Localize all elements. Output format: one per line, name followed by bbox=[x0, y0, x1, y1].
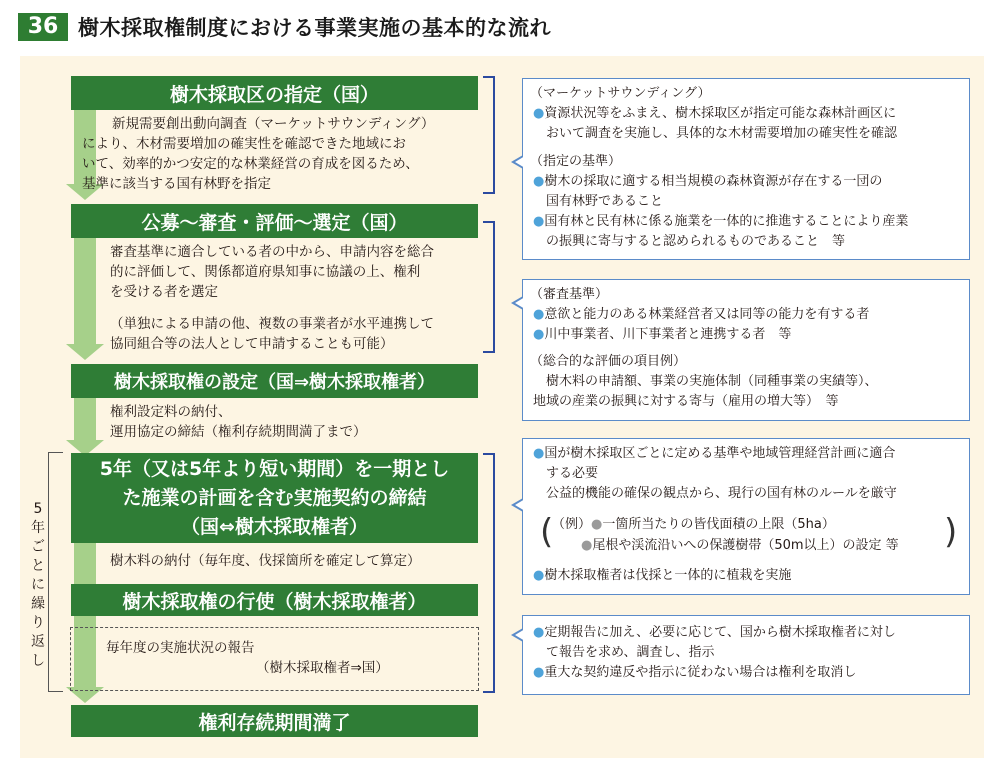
info-box-exercise-line: ●重大な契約違反や指示に従わない場合は権利を取消し bbox=[533, 665, 857, 680]
bullet-icon: ● bbox=[533, 307, 545, 322]
info-box-designation-line: ●樹木の採取に適する相当規模の森林資源が存在する一団の bbox=[533, 174, 883, 189]
step-selection-note bbox=[110, 314, 480, 354]
bullet-icon: ● bbox=[591, 517, 603, 532]
flow-arrow-2-head bbox=[66, 344, 104, 360]
step-selection-text bbox=[110, 242, 480, 302]
info-box-selection-line: 地域の産業の振興に対する寄与（雇用の増大等） 等 bbox=[533, 394, 839, 409]
info-box-selection-line: （審査基準） bbox=[530, 287, 609, 302]
step-contract-title-line: 5年（又は5年より短い期間）を一期とし bbox=[99, 457, 450, 480]
figure-title: 樹木採取権制度における事業実施の基本的な流れ bbox=[78, 16, 551, 40]
step-designation-line: いて、効率的かつ安定的な林業経営の育成を図るため、 bbox=[82, 156, 419, 172]
step-setting-bar bbox=[71, 364, 478, 398]
step-exercise-bar bbox=[71, 584, 478, 616]
info-box-exercise-tip-inner bbox=[515, 629, 525, 641]
step-designation-line: により、木材需要増加の確実性を確認できた地域にお bbox=[82, 136, 406, 152]
step-contract-title-line: （国⇔樹木採取権者） bbox=[181, 515, 368, 538]
info-box-designation-tip-inner bbox=[515, 156, 525, 168]
info-box-exercise-line: ●定期報告に加え、必要に応じて、国から樹木採取権者に対し bbox=[533, 625, 896, 640]
repeat-bracket bbox=[48, 452, 63, 692]
report-line: （樹木採取権者⇒国） bbox=[256, 660, 389, 676]
step-expiry-bar bbox=[71, 705, 478, 737]
bracket-3 bbox=[483, 453, 495, 693]
info-box-exercise-line: て報告を求め、調査し、指示 bbox=[533, 645, 715, 660]
report-text bbox=[106, 638, 466, 678]
step-designation-line: 新規需要創出動向調査（マーケットサウンディング） bbox=[112, 116, 435, 132]
bullet-icon: ● bbox=[533, 446, 545, 461]
bullet-icon: ● bbox=[533, 665, 545, 680]
info-box-contract-line: ●尾根や渓流沿いへの保護樹帯（50m以上）の設定 等 bbox=[581, 538, 899, 553]
info-box-contract-line: （例）●一箇所当たりの皆伐面積の上限（5ha） bbox=[552, 517, 835, 532]
step-selection-note-line: 協同組合等の法人として申請することも可能） bbox=[110, 336, 394, 352]
example-paren-left: ( bbox=[540, 512, 554, 552]
flow-arrow-2 bbox=[74, 236, 96, 344]
step-contract-text: 樹木料の納付（毎年度、伐採箇所を確定して算定） bbox=[110, 553, 421, 569]
info-box-selection-line: 樹木料の申請額、事業の実施体制（同種事業の実績等）、 bbox=[533, 374, 878, 389]
info-box-designation-line: （マーケットサウンディング） bbox=[530, 86, 711, 101]
step-designation-line: 基準に該当する国有林野を指定 bbox=[82, 176, 271, 192]
info-box-designation-line: おいて調査を実施し、具体的な木材需要増加の確実性を確認 bbox=[533, 126, 898, 141]
step-setting-line: 運用協定の締結（権利存続期間満了まで） bbox=[110, 424, 367, 440]
info-box-designation-line: （指定の基準） bbox=[530, 154, 622, 169]
step-designation-title: 樹木採取区の指定（国） bbox=[169, 83, 379, 106]
figure-number: 36 bbox=[18, 13, 68, 41]
step-contract-bar bbox=[71, 453, 478, 543]
report-line: 毎年度の実施状況の報告 bbox=[106, 640, 255, 656]
info-box-contract-tip-inner bbox=[515, 499, 525, 511]
info-box-designation-line: ●資源状況等をふまえ、樹木採取区が指定可能な森林計画区に bbox=[533, 106, 897, 121]
bullet-icon: ● bbox=[533, 106, 545, 121]
info-box-selection-line: （総合的な評価の項目例） bbox=[530, 354, 687, 369]
info-box-contract-line: する必要 bbox=[533, 466, 599, 481]
flow-arrow-4 bbox=[74, 542, 96, 584]
step-setting-title: 樹木採取権の設定（国⇒樹木採取権者） bbox=[113, 372, 436, 393]
info-box-selection-line: ●川中事業者、川下事業者と連携する者 等 bbox=[533, 327, 792, 342]
step-designation-text bbox=[82, 114, 482, 194]
bracket-2 bbox=[483, 221, 495, 353]
step-setting-text bbox=[110, 402, 480, 442]
flow-arrow-3 bbox=[74, 398, 96, 440]
step-selection-line: 審査基準に適合している者の中から、申請内容を総合 bbox=[110, 244, 434, 260]
figure-header bbox=[0, 0, 1000, 50]
bullet-icon: ● bbox=[533, 327, 545, 342]
info-box-contract-line: 公益的機能の確保の観点から、現行の国有林のルールを厳守 bbox=[533, 486, 897, 501]
step-selection-line: 的に評価して、関係都道府県知事に協議の上、権利 bbox=[110, 264, 421, 280]
bullet-icon: ● bbox=[533, 568, 545, 583]
repeat-label: 5年ごとに繰り返し bbox=[28, 500, 48, 671]
bullet-icon: ● bbox=[533, 625, 545, 640]
info-box-contract-line: ●樹木採取権者は伐採と一体的に植栽を実施 bbox=[533, 568, 792, 583]
step-selection-bar bbox=[71, 204, 478, 238]
step-expiry-title: 権利存続期間満了 bbox=[198, 711, 351, 734]
step-selection-note-line: （単独による申請の他、複数の事業者が水平連携して bbox=[110, 316, 434, 332]
info-box-designation-line: ●国有林と民有林に係る施業を一体的に推進することにより産業 bbox=[533, 214, 909, 229]
info-box-designation-line: の振興に寄与すると認められるものであること 等 bbox=[533, 234, 846, 249]
info-box-contract-line: ●国が樹木採取区ごとに定める基準や地域管理経営計画に適合 bbox=[533, 446, 896, 461]
step-designation-bar bbox=[71, 76, 478, 110]
bullet-icon: ● bbox=[533, 174, 545, 189]
step-setting-line: 権利設定料の納付、 bbox=[110, 404, 232, 420]
step-exercise-title: 樹木採取権の行使（樹木採取権者） bbox=[122, 590, 427, 613]
bullet-icon: ● bbox=[581, 538, 593, 553]
info-box-selection-tip-inner bbox=[515, 297, 525, 309]
step-contract-title-line: た施業の計画を含む実施契約の締結 bbox=[122, 486, 427, 509]
example-paren-right: ) bbox=[944, 512, 958, 552]
info-box-selection-line: ●意欲と能力のある林業経営者又は同等の能力を有する者 bbox=[533, 307, 870, 322]
step-selection-line: を受ける者を選定 bbox=[110, 284, 218, 300]
bullet-icon: ● bbox=[533, 214, 545, 229]
bracket-1 bbox=[483, 76, 495, 194]
step-selection-title: 公募～審査・評価～選定（国） bbox=[141, 211, 408, 234]
info-box-designation-line: 国有林野であること bbox=[533, 194, 664, 209]
